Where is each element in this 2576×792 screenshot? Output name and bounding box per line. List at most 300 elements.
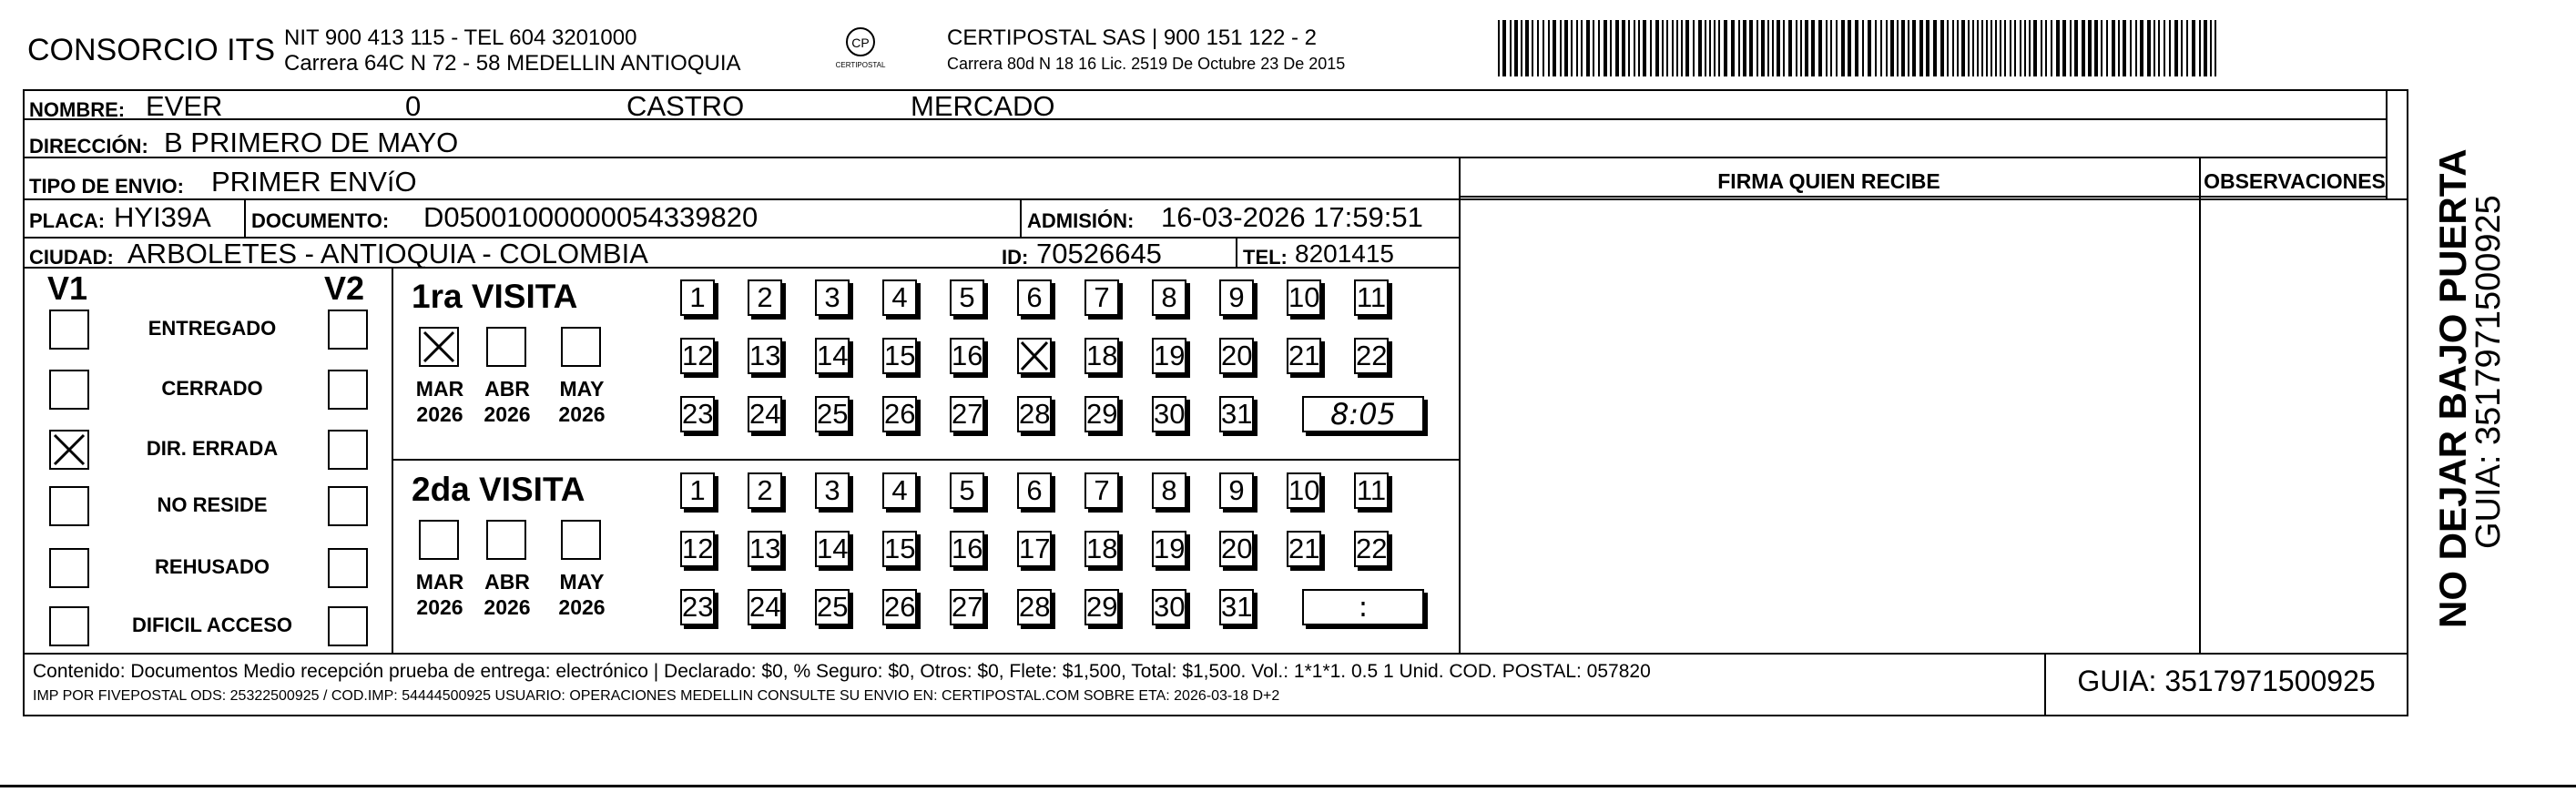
day-box[interactable] xyxy=(1084,589,1119,625)
day-number: 1 xyxy=(689,281,706,313)
barcode-bar xyxy=(1991,20,1992,76)
documento-label: DOCUMENTO: xyxy=(251,209,390,232)
logo-text: CERTIPOSTAL xyxy=(835,61,886,69)
barcode-bar xyxy=(1709,20,1711,76)
day-number: 17 xyxy=(1019,533,1051,564)
barcode-bar xyxy=(1848,20,1851,76)
svg-text:CP: CP xyxy=(851,36,870,50)
barcode-bar xyxy=(2123,20,2126,76)
barcode-bar xyxy=(1756,20,1758,76)
ciudad-value: ARBOLETES - ANTIOQUIA - COLOMBIA xyxy=(127,238,648,269)
day-number: 5 xyxy=(959,281,975,313)
day-box[interactable] xyxy=(1287,472,1321,509)
barcode-bar xyxy=(1564,20,1568,76)
day-number: 31 xyxy=(1221,591,1253,623)
day-number: 10 xyxy=(1288,281,1320,313)
barcode-bar xyxy=(1836,20,1838,76)
time-value: 8:05 xyxy=(1330,397,1396,432)
tipo-envio-value: PRIMER ENVíO xyxy=(211,166,417,198)
barcode-bar xyxy=(2204,20,2207,76)
barcode-bar xyxy=(1634,20,1635,76)
month-checkbox[interactable] xyxy=(419,327,459,367)
barcode-bar xyxy=(1643,20,1646,76)
day-box[interactable] xyxy=(1354,531,1389,567)
day-number: 2 xyxy=(757,474,773,506)
v1-label: V1 xyxy=(47,269,88,307)
barcode-bar xyxy=(2010,20,2011,76)
barcode-bar xyxy=(1714,20,1716,76)
direccion-value: B PRIMERO DE MAYO xyxy=(164,127,459,158)
nombre-part4: MERCADO xyxy=(911,90,1055,122)
day-box[interactable] xyxy=(1219,279,1254,316)
barcode-bar xyxy=(1553,20,1556,76)
certipostal-logo xyxy=(833,24,888,74)
barcode-bar xyxy=(1940,20,1944,76)
day-box[interactable] xyxy=(1354,472,1389,509)
tel-label: TEL: xyxy=(1243,246,1288,269)
barcode-bar xyxy=(1912,20,1916,76)
day-box[interactable] xyxy=(748,396,782,432)
day-box[interactable] xyxy=(815,279,850,316)
day-number: 9 xyxy=(1228,281,1245,313)
day-number: 19 xyxy=(1154,533,1186,564)
day-number: 7 xyxy=(1094,281,1110,313)
barcode-bar xyxy=(2164,20,2165,76)
day-box[interactable] xyxy=(1017,279,1052,316)
day-number: 27 xyxy=(952,398,983,430)
day-box[interactable] xyxy=(882,279,917,316)
barcode-bar xyxy=(1805,20,1808,76)
barcode-bar xyxy=(1676,20,1678,76)
day-number: 18 xyxy=(1086,340,1118,371)
day-box[interactable] xyxy=(1017,472,1052,509)
day-box[interactable] xyxy=(1287,531,1321,567)
barcode-bar xyxy=(1796,20,1797,76)
v2-checkbox[interactable] xyxy=(328,430,368,470)
barcode-bar xyxy=(1731,20,1735,76)
barcode-bar xyxy=(2004,20,2006,76)
year-label: 2026 xyxy=(558,402,606,426)
day-box[interactable] xyxy=(1152,396,1186,432)
barcode-bar xyxy=(1655,20,1659,76)
day-box[interactable] xyxy=(1287,338,1321,374)
barcode-bar xyxy=(1961,20,1965,76)
barcode-bar xyxy=(2169,20,2171,76)
month-checkbox[interactable] xyxy=(561,327,601,367)
day-box[interactable] xyxy=(748,279,782,316)
barcode-bar xyxy=(1800,20,1802,76)
day-box[interactable] xyxy=(680,589,715,625)
barcode-bar xyxy=(1685,20,1689,76)
v1-checkbox[interactable] xyxy=(49,310,89,350)
barcode-bar xyxy=(2215,20,2216,76)
barcode-bar xyxy=(2199,20,2201,76)
barcode-bar xyxy=(1919,20,1923,76)
barcode-bar xyxy=(1972,20,1974,76)
barcode-bar xyxy=(2158,20,2160,76)
day-number: 16 xyxy=(952,533,983,564)
v1-checkbox[interactable] xyxy=(49,430,89,470)
day-number: 22 xyxy=(1356,533,1388,564)
barcode-bar xyxy=(1886,20,1888,76)
v1-checkbox[interactable] xyxy=(49,548,89,588)
footer-guia: GUIA: 3517971500925 xyxy=(2077,665,2376,697)
barcode-bar xyxy=(2033,20,2037,76)
day-number: 3 xyxy=(824,474,840,506)
day-number: 9 xyxy=(1228,474,1245,506)
barcode-bar xyxy=(2000,20,2001,76)
barcode-bar xyxy=(1952,20,1954,76)
barcode-bar xyxy=(1510,20,1512,76)
day-number: 27 xyxy=(952,591,983,623)
day-box[interactable] xyxy=(748,589,782,625)
barcode-bar xyxy=(1543,20,1544,76)
barcode-bar xyxy=(1672,20,1674,76)
barcode-bar xyxy=(2029,20,2031,76)
day-number: 26 xyxy=(884,398,916,430)
month-label: MAR xyxy=(415,570,464,594)
day-box[interactable] xyxy=(950,589,984,625)
day-box[interactable] xyxy=(1084,279,1119,316)
barcode-bar xyxy=(1933,20,1937,76)
barcode-bar xyxy=(2130,20,2132,76)
day-box[interactable] xyxy=(882,396,917,432)
month-label: ABR xyxy=(484,377,530,401)
day-number: 12 xyxy=(682,340,714,371)
status-label: CERRADO xyxy=(161,377,263,400)
barcode-bar xyxy=(1571,20,1573,76)
barcode-bar xyxy=(1718,20,1720,76)
barcode-bar xyxy=(2094,20,2098,76)
barcode-bar xyxy=(1681,20,1683,76)
barcode-bar xyxy=(1650,20,1652,76)
barcode-bar xyxy=(2024,20,2026,76)
day-box[interactable] xyxy=(1084,396,1119,432)
day-box[interactable] xyxy=(1354,279,1389,316)
barcode-bar xyxy=(2140,20,2143,76)
month-label: MAR xyxy=(415,377,464,401)
day-number: 4 xyxy=(891,281,908,313)
barcode-bar xyxy=(1841,20,1845,76)
day-box[interactable] xyxy=(1017,531,1052,567)
day-number: 14 xyxy=(817,340,849,371)
barcode-bar xyxy=(2112,20,2115,76)
barcode-bar xyxy=(1724,20,1727,76)
day-number: 25 xyxy=(817,591,849,623)
day-box[interactable] xyxy=(1084,472,1119,509)
barcode-bar xyxy=(2062,20,2066,76)
day-number: 5 xyxy=(959,474,975,506)
day-box[interactable] xyxy=(1219,531,1254,567)
tel-value: 8201415 xyxy=(1295,239,1395,268)
day-number: 22 xyxy=(1356,340,1388,371)
day-number: 8 xyxy=(1161,281,1177,313)
barcode-bar xyxy=(1598,20,1600,76)
barcode-bar xyxy=(1548,20,1550,76)
day-box[interactable] xyxy=(1152,531,1186,567)
barcode-bar xyxy=(2088,20,2092,76)
day-number: 15 xyxy=(884,533,916,564)
barcode-bar xyxy=(1777,20,1780,76)
day-box[interactable] xyxy=(1152,472,1186,509)
barcode-bar xyxy=(1981,20,1983,76)
day-box[interactable] xyxy=(748,531,782,567)
barcode xyxy=(1498,20,2222,76)
barcode-bar xyxy=(1615,20,1619,76)
day-box[interactable] xyxy=(680,279,715,316)
day-box[interactable] xyxy=(1017,338,1052,374)
barcode-bar xyxy=(1855,20,1858,76)
barcode-bar xyxy=(2181,20,2183,76)
v2-checkbox[interactable] xyxy=(328,486,368,526)
barcode-bar xyxy=(2174,20,2178,76)
barcode-bar xyxy=(1593,20,1594,76)
month-label: ABR xyxy=(484,570,530,594)
barcode-bar xyxy=(1901,20,1905,76)
year-label: 2026 xyxy=(416,595,463,619)
year-label: 2026 xyxy=(558,595,606,619)
direccion-label: DIRECCIÓN: xyxy=(29,135,148,157)
barcode-bar xyxy=(2082,20,2085,76)
barcode-bar xyxy=(1638,20,1640,76)
barcode-bar xyxy=(2135,20,2137,76)
v1-checkbox[interactable] xyxy=(49,486,89,526)
barcode-bar xyxy=(2147,20,2151,76)
barcode-bar xyxy=(1586,20,1590,76)
day-box[interactable] xyxy=(1354,338,1389,374)
day-box[interactable] xyxy=(680,396,715,432)
day-box[interactable] xyxy=(680,338,715,374)
barcode-bar xyxy=(1698,20,1702,76)
barcode-bar xyxy=(1560,20,1562,76)
day-box[interactable] xyxy=(680,531,715,567)
day-number: 8 xyxy=(1161,474,1177,506)
day-number: 23 xyxy=(682,398,714,430)
barcode-bar xyxy=(2051,20,2052,76)
admision-label: ADMISIÓN: xyxy=(1027,209,1135,232)
day-number: 20 xyxy=(1221,533,1253,564)
day-number: 31 xyxy=(1221,398,1253,430)
admision-value: 16-03-2026 17:59:51 xyxy=(1161,201,1423,233)
day-number: 11 xyxy=(1356,474,1387,506)
time-box[interactable] xyxy=(1302,396,1424,432)
day-box[interactable] xyxy=(950,531,984,567)
barcode-bar xyxy=(1521,20,1522,76)
month-checkbox[interactable] xyxy=(486,327,526,367)
barcode-bar xyxy=(1826,20,1828,76)
barcode-bar xyxy=(1622,20,1625,76)
status-label: DIR. ERRADA xyxy=(146,437,279,460)
barcode-bar xyxy=(1788,20,1792,76)
day-box[interactable] xyxy=(882,472,917,509)
id-label: ID: xyxy=(1002,246,1029,269)
nombre-label: NOMBRE: xyxy=(29,98,126,121)
day-box[interactable] xyxy=(815,589,850,625)
time-value: : xyxy=(1358,591,1369,624)
company-nit: NIT 900 413 115 - TEL 604 3201000 xyxy=(284,25,637,50)
barcode-bar xyxy=(2041,20,2042,76)
day-number: 15 xyxy=(884,340,916,371)
status-label: REHUSADO xyxy=(155,555,270,578)
company-name: CONSORCIO ITS xyxy=(27,33,276,67)
month-label: MAY xyxy=(559,377,605,401)
day-number: 7 xyxy=(1094,474,1110,506)
nombre-part3: CASTRO xyxy=(626,90,745,122)
day-number: 4 xyxy=(891,474,908,506)
day-number: 13 xyxy=(749,533,781,564)
day-box[interactable] xyxy=(680,472,715,509)
day-number: 14 xyxy=(817,533,849,564)
side-warning: NO DEJAR BAJO PUERTA xyxy=(2431,148,2474,628)
day-number: 3 xyxy=(824,281,840,313)
barcode-bar xyxy=(2020,20,2021,76)
barcode-bar xyxy=(1818,20,1822,76)
day-box[interactable] xyxy=(748,338,782,374)
day-number: 20 xyxy=(1221,340,1253,371)
courier-line: CERTIPOSTAL SAS | 900 151 122 - 2 xyxy=(947,25,1317,50)
barcode-bar xyxy=(2118,20,2120,76)
month-checkbox[interactable] xyxy=(561,520,601,560)
barcode-bar xyxy=(2186,20,2188,76)
barcode-bar xyxy=(1666,20,1668,76)
barcode-bar xyxy=(2210,20,2212,76)
barcode-bar xyxy=(1977,20,1979,76)
day-box[interactable] xyxy=(1017,396,1052,432)
day-box[interactable] xyxy=(815,338,850,374)
day-box[interactable] xyxy=(1152,338,1186,374)
v1-checkbox[interactable] xyxy=(49,606,89,646)
barcode-bar xyxy=(1875,20,1877,76)
day-number: 30 xyxy=(1154,591,1186,623)
day-number: 28 xyxy=(1019,398,1051,430)
day-number: 29 xyxy=(1086,398,1118,430)
v2-checkbox[interactable] xyxy=(328,548,368,588)
placa-label: PLACA: xyxy=(29,209,106,232)
barcode-bar xyxy=(1868,20,1871,76)
barcode-bar xyxy=(2070,20,2072,76)
day-box[interactable] xyxy=(882,589,917,625)
barcode-bar xyxy=(1502,20,1506,76)
day-box[interactable] xyxy=(1219,472,1254,509)
barcode-bar xyxy=(1995,20,1997,76)
day-number: 6 xyxy=(1026,474,1043,506)
day-box[interactable] xyxy=(950,279,984,316)
day-box[interactable] xyxy=(1219,589,1254,625)
barcode-bar xyxy=(2074,20,2078,76)
day-number: 29 xyxy=(1086,591,1118,623)
day-number: 6 xyxy=(1026,281,1043,313)
firma-label: FIRMA QUIEN RECIBE xyxy=(1717,169,1940,193)
day-box[interactable] xyxy=(1084,531,1119,567)
barcode-bar xyxy=(1926,20,1929,76)
barcode-bar xyxy=(1581,20,1583,76)
month-checkbox[interactable] xyxy=(419,520,459,560)
barcode-bar xyxy=(1947,20,1949,76)
barcode-bar xyxy=(1537,20,1539,76)
day-box[interactable] xyxy=(815,396,850,432)
time-box[interactable] xyxy=(1302,589,1424,625)
v2-checkbox[interactable] xyxy=(328,310,368,350)
day-number: 16 xyxy=(952,340,983,371)
barcode-bar xyxy=(2153,20,2155,76)
barcode-bar xyxy=(1767,20,1769,76)
status-label: ENTREGADO xyxy=(148,317,277,340)
ciudad-label: CIUDAD: xyxy=(29,246,114,269)
barcode-bar xyxy=(1610,20,1612,76)
day-box[interactable] xyxy=(882,531,917,567)
day-box[interactable] xyxy=(950,338,984,374)
day-number: 2 xyxy=(757,281,773,313)
barcode-bar xyxy=(2192,20,2195,76)
barcode-bar xyxy=(1743,20,1746,76)
barcode-bar xyxy=(1749,20,1753,76)
day-box[interactable] xyxy=(882,338,917,374)
day-box[interactable] xyxy=(1017,589,1052,625)
day-box[interactable] xyxy=(1152,279,1186,316)
barcode-bar xyxy=(2056,20,2060,76)
day-box[interactable] xyxy=(1287,279,1321,316)
day-box[interactable] xyxy=(1219,338,1254,374)
barcode-bar xyxy=(1693,20,1695,76)
day-box[interactable] xyxy=(1219,396,1254,432)
month-checkbox[interactable] xyxy=(486,520,526,560)
v2-checkbox[interactable] xyxy=(328,370,368,410)
visit2-title: 2da VISITA xyxy=(412,471,585,508)
day-box[interactable] xyxy=(950,396,984,432)
barcode-bar xyxy=(1783,20,1785,76)
day-box[interactable] xyxy=(1084,338,1119,374)
barcode-bar xyxy=(1738,20,1740,76)
side-guia: GUIA: 3517971500925 xyxy=(2469,195,2508,549)
day-number: 18 xyxy=(1086,533,1118,564)
barcode-bar xyxy=(1514,20,1518,76)
nombre-part2: 0 xyxy=(405,90,422,122)
day-box[interactable] xyxy=(1152,589,1186,625)
status-label: NO RESIDE xyxy=(157,493,268,516)
day-number: 26 xyxy=(884,591,916,623)
barcode-bar xyxy=(1897,20,1899,76)
barcode-bar xyxy=(1532,20,1533,76)
v2-checkbox[interactable] xyxy=(328,606,368,646)
day-box[interactable] xyxy=(950,472,984,509)
barcode-bar xyxy=(1862,20,1864,76)
day-box[interactable] xyxy=(748,472,782,509)
year-label: 2026 xyxy=(484,595,531,619)
day-number: 1 xyxy=(689,474,706,506)
day-number: 10 xyxy=(1288,474,1320,506)
day-box[interactable] xyxy=(815,531,850,567)
day-number: 12 xyxy=(682,533,714,564)
company-address: Carrera 64C N 72 - 58 MEDELLIN ANTIOQUIA xyxy=(284,51,741,76)
barcode-bar xyxy=(1498,20,1500,76)
day-box[interactable] xyxy=(815,472,850,509)
day-number: 24 xyxy=(749,591,781,623)
barcode-bar xyxy=(1880,20,1882,76)
barcode-bar xyxy=(2045,20,2047,76)
barcode-bar xyxy=(2101,20,2103,76)
observaciones-label: OBSERVACIONES xyxy=(2204,169,2386,193)
placa-value: HYI39A xyxy=(114,201,211,233)
barcode-bar xyxy=(1576,20,1578,76)
visit1-title: 1ra VISITA xyxy=(412,278,578,315)
barcode-bar xyxy=(1761,20,1765,76)
barcode-bar xyxy=(1604,20,1607,76)
imp-text: IMP POR FIVEPOSTAL ODS: 25322500925 / COD.IMP: 54444500925 USUARIO: OPERACIONES MEDELLIN CONSULTE SU ENVIO EN: CERTIPOSTAL.COM SOBRE ETA: 2026-03-18 D+2 xyxy=(33,688,1280,704)
barcode-bar xyxy=(2014,20,2016,76)
v1-checkbox[interactable] xyxy=(49,370,89,410)
month-label: MAY xyxy=(559,570,605,594)
barcode-bar xyxy=(1830,20,1832,76)
